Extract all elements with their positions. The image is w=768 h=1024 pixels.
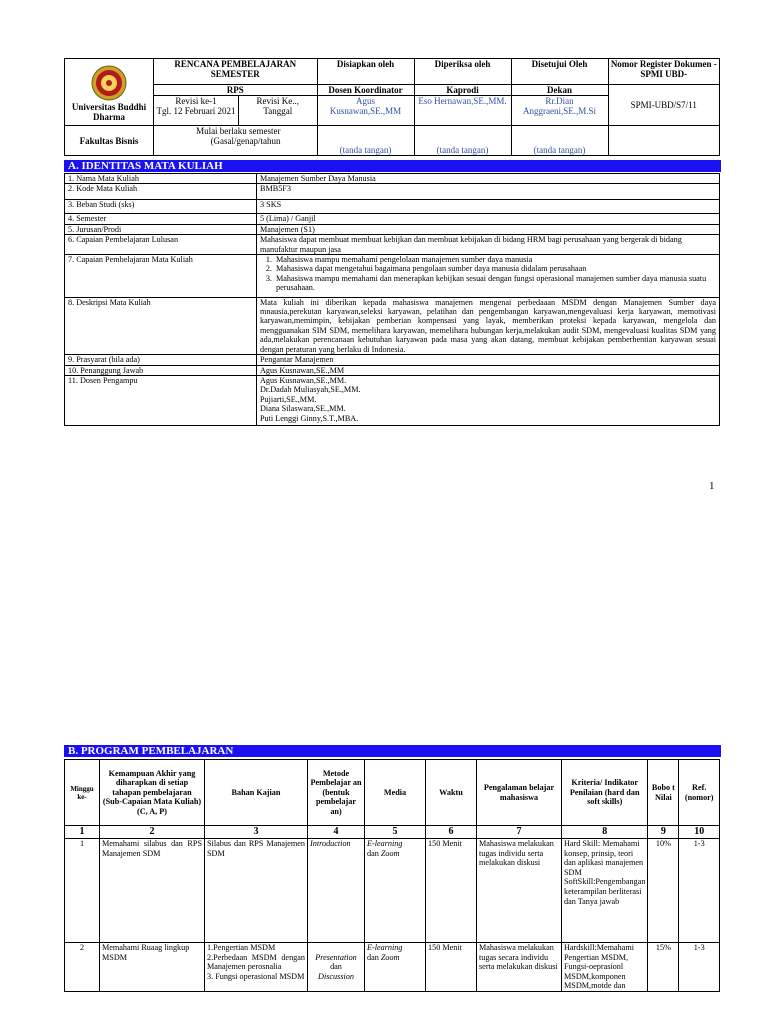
table-row xyxy=(65,174,720,184)
ttd-kaprodi: (tanda tangan) xyxy=(414,126,511,156)
row-value: Agus Kusnawan,SE.,MM xyxy=(257,365,720,375)
empty-cell xyxy=(608,126,719,156)
col-header: Kriteria/ Indikator Penilaian (hard dan soft skills) xyxy=(562,760,648,826)
university-logo-icon xyxy=(91,65,127,101)
bobot-cell: 15% xyxy=(648,943,679,992)
row-label: 4. Semester xyxy=(65,214,257,224)
col-number: 6 xyxy=(426,826,477,839)
dekan-label: Dekan xyxy=(511,85,608,96)
mulai-berlaku: Mulai berlaku semester (Gasal/genap/tahun xyxy=(154,126,318,156)
bobot-cell: 10% xyxy=(648,839,679,943)
col-header: Pengalaman belajar mahasiswa xyxy=(477,760,562,826)
nama-kaprodi: Eso Hernawan,SE.,MM. xyxy=(414,96,511,126)
kriteria-hard: Hard Skill: Memahami konsep, prinsip, teori dan aplikasi manajemen SDM xyxy=(564,839,644,877)
col-number: 3 xyxy=(205,826,308,839)
disetujui-label: Disetujui Oleh xyxy=(511,59,608,85)
col-number: 4 xyxy=(308,826,365,839)
table-row xyxy=(65,365,720,375)
identitas-table xyxy=(64,173,720,426)
row-label: 2. Kode Mata Kuliah xyxy=(65,184,257,200)
page-number: 1 xyxy=(709,480,715,492)
kemampuan-cell: Memahami Ruaag lingkup MSDM xyxy=(100,943,205,992)
col-number: 2 xyxy=(100,826,205,839)
media-elearning: E-learning xyxy=(367,943,403,952)
col-header: Media xyxy=(365,760,426,826)
metode-cell: Introduction xyxy=(308,839,365,943)
doc-title: RENCANA PEMBELAJARAN SEMESTER xyxy=(154,59,318,85)
col-number: 7 xyxy=(477,826,562,839)
table-row xyxy=(65,184,720,200)
row-value: 5 (Lima) / Ganjil xyxy=(257,214,720,224)
col-header: Bobo t Nilai xyxy=(648,760,679,826)
ref-cell: 1-3 xyxy=(679,839,720,943)
table-row xyxy=(65,839,720,943)
minggu-cell: 1 xyxy=(65,839,100,943)
col-header: Waktu xyxy=(426,760,477,826)
dosen-koordinator-label: Dosen Koordinator xyxy=(317,85,414,96)
nomor-register-label: Nomor Register Dokumen -SPMI UBD- xyxy=(608,59,719,85)
col-header: Bahan Kajian xyxy=(205,760,308,826)
pengalaman-cell: Mahasiswa melakukan tugas secara individu serta melakukan diskusi xyxy=(477,943,562,992)
revisi-label: Revisi ke-1 xyxy=(175,96,217,106)
revisi2-label: Revisi Ke.., xyxy=(256,96,300,106)
document-header-table xyxy=(64,58,720,156)
list-item: Agus Kusnawan,SE.,MM. xyxy=(260,375,347,385)
nomor-register-value: SPMI-UBD/S7/11 xyxy=(608,85,719,126)
col-number: 9 xyxy=(648,826,679,839)
col-header: Ref. (nomor) xyxy=(679,760,720,826)
table-row xyxy=(65,235,720,255)
table-row xyxy=(65,943,720,992)
list-item: Dr.Dadah Muliasyah,SE.,MM. xyxy=(260,385,361,395)
revisi2-cell xyxy=(239,96,318,126)
table-row xyxy=(65,200,720,214)
row-label: 3. Beban Studi (sks) xyxy=(65,200,257,214)
row-value: 3 SKS xyxy=(257,200,720,214)
table-row xyxy=(65,255,720,298)
table-row xyxy=(65,297,720,354)
tanggal-label: Tgl. 12 Februari 2021 xyxy=(156,106,236,116)
kemampuan-cell: Memahami silabus dan RPS Manajemen SDM xyxy=(100,839,205,943)
col-number: 10 xyxy=(679,826,720,839)
bahan-item: 3. Fungsi operasional MSDM xyxy=(207,971,305,981)
table-row xyxy=(65,224,720,234)
faculty-name: Fakultas Bisnis xyxy=(65,126,154,156)
ref-cell: 1-3 xyxy=(679,943,720,992)
program-table xyxy=(64,759,720,992)
disiapkan-label: Disiapkan oleh xyxy=(317,59,414,85)
media-cell xyxy=(365,943,426,992)
row-label: 8. Deskripsi Mata Kuliah xyxy=(65,297,257,354)
section-b-title: B. PROGRAM PEMBELAJARAN xyxy=(64,745,721,757)
bahan-cell xyxy=(205,943,308,992)
ttd-koordinator: (tanda tangan) xyxy=(317,126,414,156)
list-item: Diana Silaswara,SE.,MM. xyxy=(260,404,346,414)
media-dan: dan xyxy=(367,952,381,962)
table-row xyxy=(65,214,720,224)
bahan-item: 2.Perbedaan MSDM dengan Manajemen perosnalia xyxy=(207,952,305,972)
nama-dekan: Rr.Dian Anggraeni,SE.,M.Si xyxy=(511,96,608,126)
list-item: Pujiarti,SE.,MM. xyxy=(260,394,317,404)
column-number-row xyxy=(65,826,720,839)
waktu-cell: 150 Menit xyxy=(426,839,477,943)
metode-presentation: Presentation xyxy=(315,952,357,962)
media-zoom: Zoom xyxy=(380,952,400,962)
rps-label: RPS xyxy=(154,85,318,96)
dosen-pengampu-cell xyxy=(257,375,720,425)
table-row xyxy=(65,355,720,365)
table-row xyxy=(65,375,720,425)
row-value: Manajemen Sumber Daya Manusia xyxy=(257,174,720,184)
media-cell xyxy=(365,839,426,943)
row-label: 9. Prasyarat (bila ada) xyxy=(65,355,257,365)
col-number: 8 xyxy=(562,826,648,839)
media-elearning: E-learning xyxy=(367,839,403,848)
list-item: 2. Mahasiswa dapat mengetahui bagaimana pengolaan sumber daya manusia didalam perusahaan xyxy=(274,264,716,273)
row-label: 6. Capaian Pembelajaran Lulusan xyxy=(65,235,257,255)
col-number: 1 xyxy=(65,826,100,839)
metode-cell xyxy=(308,943,365,992)
row-value: Pengantar Manajemen xyxy=(257,355,720,365)
row-label: 5. Jurusan/Prodi xyxy=(65,224,257,234)
media-zoom: Zoom xyxy=(380,848,400,858)
diperiksa-label: Diperiksa oleh xyxy=(414,59,511,85)
list-item: 3. Mahasiswa mampu memahami dan menerapkan kebijkan sesuai dengan fungsi operasional manajemen sumber daya manusia suatu perusahaan. xyxy=(274,274,716,293)
row-value: Mata kuliah ini diberikan kepada mahasiswa manajemen mengenai perbedaaan MSDM dengan Manajemen Sumber daya mnausia,perekutan karyawan,seleksi karyawan, pelatihan dan pengembangan karyawan,mengevaluasi kerja karyawan, memotivasi karyawan,memimpin, kebijakan pemberian kompensasi yang layak, memberikan proteksi kepada karyawan, mengelola dan mengguanakan SIM SDM, memelihara karyawan, memelihara hubungan kerja,melakukan audit SDM, mengevaluasi kualitas SDM yang ada,melakukan perencanaan kebutuhan karyawan pada masa yang akan datang, membuat kebijakan pemberhentian karyawan sesuai dengan peraturan yang berlaku di Indonesia. xyxy=(257,297,720,354)
nama-koordinator: Agus Kusnawan,SE.,MM xyxy=(317,96,414,126)
col-header: Kemampuan Akhir yang diharapkan di setiap tahapan pembelajaran (Sub-Capaian Mata Kuliah) (C, A, P) xyxy=(100,760,205,826)
cpmk-list xyxy=(260,255,716,293)
university-cell xyxy=(65,59,154,126)
pengalaman-cell: Mahasiswa melakukan tugas individu serta melakukan diskusi xyxy=(477,839,562,943)
row-label: 11. Dosen Pengampu xyxy=(65,375,257,425)
university-name: Universitas Buddhi Dharma xyxy=(71,101,147,122)
list-item: 1. Mahasiswa mampu memahami pengelolaan manajemen sumber daya manusia xyxy=(274,255,716,264)
col-header: Minggu ke- xyxy=(65,760,100,826)
row-value: Manajemen (S1) xyxy=(257,224,720,234)
cpmk-cell xyxy=(257,255,720,298)
col-number: 5 xyxy=(365,826,426,839)
list-item: Puti Lenggi Ginny,S.T.,MBA. xyxy=(260,413,359,423)
table-header-row xyxy=(65,760,720,826)
bahan-item: 1.Pengertian MSDM xyxy=(207,943,276,952)
metode-dan: dan xyxy=(330,962,342,972)
row-value: BMB5F3 xyxy=(257,184,720,200)
revisi-cell xyxy=(154,96,239,126)
row-label: 10. Penanggung Jawab xyxy=(65,365,257,375)
media-dan: dan xyxy=(367,848,381,858)
metode-discussion: Discussion xyxy=(318,971,354,981)
kriteria-soft: SoftSkill:Pengembangan keterampilan berliterasi dan Tanya jawab xyxy=(564,877,646,906)
minggu-cell: 2 xyxy=(65,943,100,992)
row-value: Mahasiswa dapat membuat membuat kebijkan dan membuat kebijakan di bidang HRM bagi perusahaan yang bergerak di bidang manufaktur maupun jasa xyxy=(257,235,720,255)
section-a-title: A. IDENTITAS MATA KULIAH xyxy=(64,160,721,172)
waktu-cell: 150 Menit xyxy=(426,943,477,992)
kriteria-cell: Hardskill:Memahami Pengertian MSDM, Fungsi-oeprasionl MSDM,komponen MSDM,motde dan xyxy=(562,943,648,992)
col-header: Metode Pembelajar an (bentuk pembelajar an) xyxy=(308,760,365,826)
kaprodi-label: Kaprodi xyxy=(414,85,511,96)
bahan-cell: Silabus dan RPS Manajemen SDM xyxy=(205,839,308,943)
row-label: 7. Capaian Pembelajaran Mata Kuliah xyxy=(65,255,257,298)
ttd-dekan: (tanda tangan) xyxy=(511,126,608,156)
tanggal2-label: Tanggal xyxy=(263,106,293,116)
row-label: 1. Nama Mata Kuliah xyxy=(65,174,257,184)
kriteria-cell xyxy=(562,839,648,943)
